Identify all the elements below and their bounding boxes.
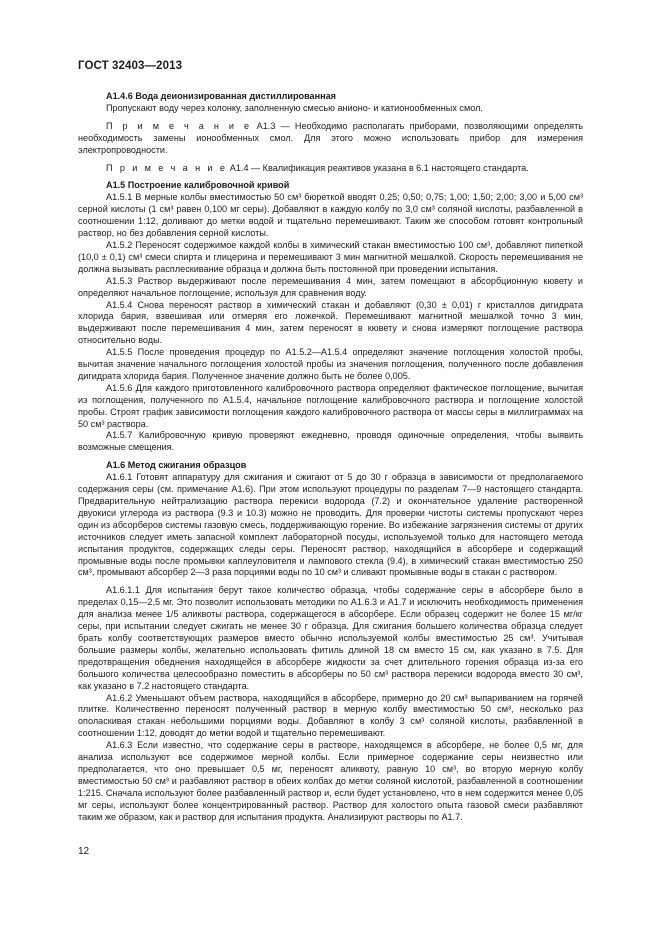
note-text: А1.4 — Квалификация реактивов указана в 6.1 настоящего стандарта. — [227, 162, 529, 173]
body-paragraph: А1.6.2 Уменьшают объем раствора, находящийся в абсорбере, примерно до 20 см³ выпариванием на горячей плитке. Количественно переносят полученный раствор в мерную колбу вместимостью 50 см³, несколько раз ополаскивая стакан небольшими порциями воды. Добавляют в колбу 3 см³ соляной кислоты, разбавленной в соотношении 1:12, доводят до метки водой и тщательно перемешивают. — [78, 692, 583, 739]
body-paragraph: Пропускают воду через колонку, заполненную смесью анионо- и катионообменных смол. — [106, 102, 483, 113]
body-paragraph: А1.5.3 Раствор выдерживают после перемешивания 4 мин, затем помещают в абсорбционную кювету и определяют начальное поглощение, используя для сравнения воду. — [78, 275, 583, 298]
note-label: П р и м е ч а н и е — [106, 120, 252, 131]
body-paragraph: А1.5.2 Переносят содержимое каждой колбы в химический стакан вместимостью 100 см³, добавляют пипеткой (10,0 ± 0,1) см³ смеси спирта и глицерина и перемешивают 3 мин магнитной мешалкой. Скорость перемешивания не должна вызывать расплескивание образца и должна быть постоянной при проведении испытания. — [78, 239, 583, 274]
standard-header: ГОСТ 32403—2013 — [78, 60, 183, 72]
body-paragraph: А1.5.1 В мерные колбы вместимостью 50 см³ бюреткой вводят 0,25; 0,50; 0,75; 1,00; 1,50; 2,00; 3,00 и 5,00 см³ серной кислоты (1 см³ равен 0,100 мг серы). Добавляют в каждую колбу по 3,0 см³ соляной кислоты, разбавленной в соотношении 1:12, доливают до метки водой и тщательно перемешивают. Таким же способом готовят контрольный раствор, но без добавления серной кислоты. — [78, 192, 583, 239]
note-paragraph — [78, 163, 583, 175]
body-paragraph: А1.6.3 Если известно, что содержание серы в растворе, находящемся в абсорбере, не более 0,5 мг, для анализа используют все содержимое мерной колбы. Если примерное содержание серы неизвестно или предполагается, что оно превышает 0,5 мг, переносят аликвоту, равную 10 см³, во вторую мерную колбу вместимостью 50 см³ и разбавляют раствор в обеих колбах до метки соляной кислотой, разбавленной в соотношении 1:215. Сначала используют более разбавленный раствор и, если будет установлено, что в нем содержится менее 0,05 мг серы, используют более концентрированный раствор. Раствор для холостого опыта газовой смеси разбавляют таким же образом, как и раствор для испытания продукта. Анализируют растворы по А1.7. — [78, 740, 583, 822]
section-heading: А1.6 Метод сжигания образцов — [106, 460, 247, 471]
body-paragraph: А1.5.5 После проведения процедур по А1.5.2—А1.5.4 определяют значение поглощения холостой пробы, вычитая значение начального поглощения холостой пробы из значения поглощения, полученного после добавления дигидрата хлорида бария. Полученное значение должно быть не более 0,005. — [78, 347, 583, 381]
note-text: А1.3 — Необходимо располагать приборами, позволяющими определять необходимость замены ионообменных смол. Для этого можно использовать прибор для измерения электропроводности. — [78, 120, 584, 155]
section-heading: А1.4.6 Вода деионизированная дистиллированная — [106, 91, 336, 101]
note-paragraph — [78, 121, 583, 157]
section-heading: А1.5 Построение калибровочной кривой — [106, 180, 290, 191]
body-paragraph: А1.5.6 Для каждого приготовленного калибровочного раствора определяют фактическое поглощение, вычитая из поглощения, полученного по А1.5.4, начальное поглощение калибровочного раствора и поглощение холостой пробы. Строят график зависимости поглощения каждого калибровочного раствора от массы серы в миллиграммах на 50 см³ раствора. — [78, 382, 583, 429]
page-number: 12 — [78, 846, 90, 857]
document-body — [78, 91, 583, 823]
body-paragraph: А1.6.1 Готовят аппаратуру для сжигания и сжигают от 5 до 30 г образца в зависимости от предполагаемого содержания серы (см. примечание А1.6). При этом используют процедуры по разделам 7—9 настоящего стандарта. Предварительную нейтрализацию раствора перекиси водорода (7.2) и окончательное удаление растворенной двуокиси углерода из раствора (9.3 и 10.3) можно не проводить. Для проверки чистоты системы пропускают через один из абсорберов системы газовую смесь, поддерживающую горение. Во избежание загрязнения системы от других источников следует иметь запасной комплект лабораторной посуды, используемой только для настоящего метода испытания продуктов, содержащих следы серы. Переносят раствор, находящийся в абсорбере и содержащий промывные воды после промывки каплеуловителя и лампового стекла (9.4), в химический стакан вместимостью 250 см³, промывают абсорбер 2—3 раза порциями воды по 10 см³ и сливают промывные воды в стакан с раствором. — [78, 472, 583, 578]
body-paragraph: А1.5.4 Снова переносят раствор в химический стакан и добавляют (0,30 ± 0,01) г кристаллов дигидрата хлорида бария, взвешивая или отмеряя его ложечкой. Перемешивают магнитной мешалкой точно 3 мин, выдерживают после перемешивания 4 мин, затем переносят в кювету и снова измеряют поглощение раствора относительно воды. — [78, 299, 583, 346]
note-label: П р и м е ч а н и е — [106, 162, 228, 173]
body-paragraph: А1.5.7 Калибровочную кривую проверяют ежедневно, проводя одиночные определения, чтобы выявить возможные смещения. — [78, 430, 583, 453]
body-paragraph: А1.6.1.1 Для испытания берут такое количество образца, чтобы содержание серы в абсорбере было в пределах 0,15—2,5 мг. Это позволит использовать методики по А1.6.3 и А1.7 и исключить необходимость применения для анализа менее 1/5 аликвоты раствора, содержащегося в абсорбере. Если образец содержит не более 15 мг/кг серы, при испытании следует сжигать не менее 30 г образца. Для сжигания большего количества образца следует брать колбу соответствующих размеров вместо обычно используемой колбы вместимостью 25 см³. Учитывая большие размеры колбы, желательно использовать фитиль длиной 18 см вместо 15 см, как указано в 7.5. Для предотвращения обеднения находящейся в абсорбере жидкости за счет длительного горения образца из-за его большого количества целесообразно поместить в абсорберы по 50 см³ раствора перекиси водорода вместо 30 см³, как указано в 7.2 настоящего стандарта. — [78, 585, 583, 691]
